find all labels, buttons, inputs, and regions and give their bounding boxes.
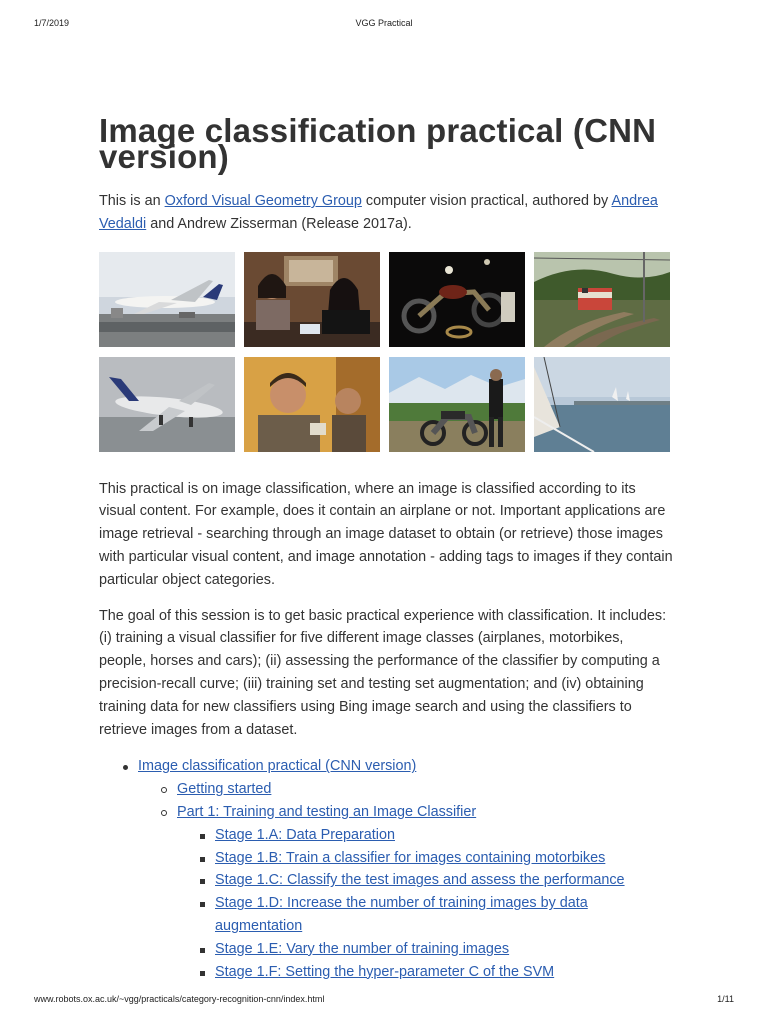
toc-item: [99, 869, 674, 892]
print-url: www.robots.ox.ac.uk/~vgg/practicals/category-recognition-cnn/index.html: [34, 994, 325, 1004]
toc-link[interactable]: Stage 1.F: Setting the hyper-parameter C of the SVM: [215, 963, 555, 980]
airplane-landing-image: [99, 357, 235, 452]
toc-link[interactable]: Stage 1.B: Train a classifier for images containing motorbikes: [215, 849, 606, 866]
print-date: 1/7/2019: [34, 18, 70, 28]
bullet-icon: [123, 765, 128, 770]
toc-link[interactable]: Image classification practical (CNN version): [138, 758, 417, 775]
print-header: [34, 18, 734, 28]
toc-item: [99, 778, 674, 801]
intro-text: and Andrew Zisserman (Release 2017a).: [146, 215, 412, 232]
toc-item: [99, 938, 674, 961]
page-title: Image classification practical (CNN version): [99, 112, 657, 175]
toc-link[interactable]: Stage 1.E: Vary the number of training images: [215, 940, 510, 957]
toc-link[interactable]: Getting started: [177, 781, 272, 798]
airplane-image: [99, 252, 235, 347]
goal-paragraph: The goal of this session is to get basic practical experience with classification. It includes: (i) training a visual classifier for five different image classes (airplanes, motorbikes, people, horses and cars); (ii) assessing the performance of the classifier by computing a precision-recall curve; (iii) training set and testing set augmentation; and (iv) obtaining training data for new classifiers using Bing image search and using the classifiers to retrieve images from a dataset.: [99, 607, 667, 738]
table-of-contents: [99, 755, 674, 983]
description-paragraph: This practical is on image classification, where an image is classified according to its visual content. For example, does it contain an airplane or not. Important applications are image retrieval - searching through an image dataset to obtain (or retrieve) those images with particular visual content, and image annotation - adding tags to images if they contain particular object categories.: [99, 480, 673, 588]
toc-item: [99, 801, 674, 824]
bullet-icon: [200, 971, 205, 976]
intro-text: computer vision practical, authored by: [361, 193, 612, 209]
toc-link[interactable]: Stage 1.D: Increase the number of training images by data augmentation: [215, 895, 588, 934]
intro-paragraph: [99, 190, 674, 236]
bullet-icon: [200, 834, 205, 839]
example-image-grid: [99, 252, 670, 452]
toc-item: [99, 824, 674, 847]
bullet-icon: [161, 810, 167, 816]
toc-link[interactable]: Part 1: Training and testing an Image Classifier: [177, 803, 477, 820]
toc-item: [99, 961, 674, 984]
toc-link[interactable]: Stage 1.A: Data Preparation: [215, 826, 395, 843]
toc-item: [99, 847, 674, 870]
bullet-icon: [200, 902, 205, 907]
print-page-number: 1/11: [717, 994, 734, 1004]
toc-item: [99, 892, 674, 938]
bullet-icon: [200, 857, 205, 862]
motorbike-night-image: [389, 252, 525, 347]
vgg-link[interactable]: Oxford Visual Geometry Group: [164, 193, 362, 209]
print-title: VGG Practical: [355, 18, 413, 28]
intro-text: This is an: [99, 193, 165, 209]
bullet-icon: [200, 948, 205, 953]
toc-link[interactable]: Stage 1.C: Classify the test images and assess the performance: [215, 872, 625, 889]
people-image: [244, 252, 380, 347]
bullet-icon: [200, 879, 205, 884]
bullet-icon: [161, 787, 167, 793]
train-image: [534, 252, 670, 347]
page-content: [99, 112, 674, 983]
sailboat-image: [534, 357, 670, 452]
men-image: [244, 357, 380, 452]
print-footer: [34, 994, 734, 1004]
author-link[interactable]: Andrea Vedaldi: [99, 193, 658, 232]
motorbike-rider-image: [389, 357, 525, 452]
toc-item: [99, 755, 674, 778]
